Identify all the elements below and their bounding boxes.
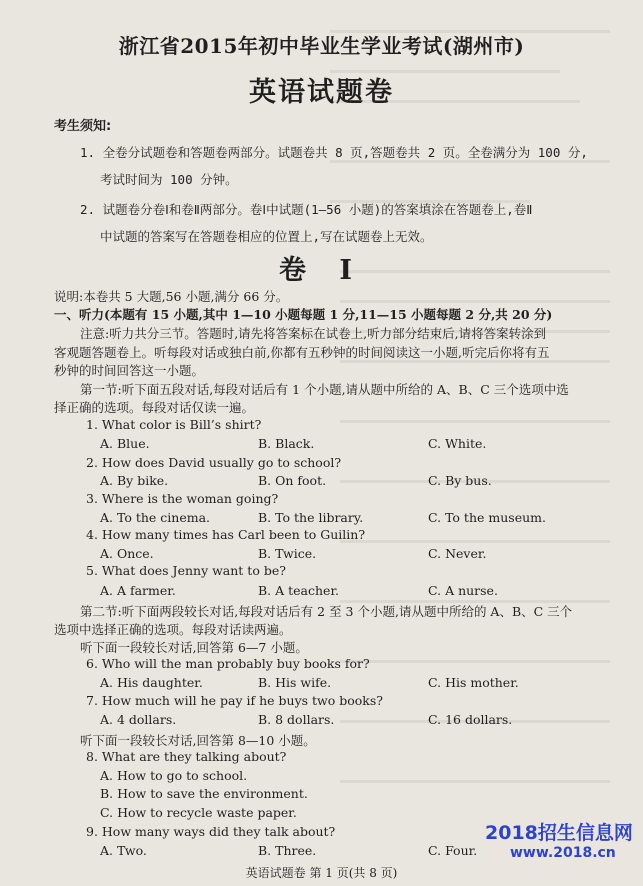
q9-option-a: A. Two. <box>100 843 147 858</box>
q5-option-a: A. A farmer. <box>100 583 176 598</box>
notice-heading: 考生须知: <box>54 119 112 134</box>
q2-option-c: C. By bus. <box>428 473 492 488</box>
question-9: 9. How many ways did they talk about? <box>86 824 336 839</box>
section-listening-heading: 一、听力(本题有 15 小题,其中 1—10 小题每题 1 分,11—15 小题每题 2 分,共 20 分) <box>54 307 553 322</box>
part2-instruction-line2: 选项中选择正确的选项。每段对话读两遍。 <box>54 622 292 637</box>
q1-option-c: C. White. <box>428 436 487 451</box>
paper-subtitle: 英语试题卷 <box>249 77 394 108</box>
q1-option-b: B. Black. <box>258 436 315 451</box>
question-5: 5. What does Jenny want to be? <box>86 563 286 578</box>
question-4: 4. How many times has Carl been to Guilin? <box>86 527 366 542</box>
q6-option-b: B. His wife. <box>258 675 332 690</box>
question-8: 8. What are they talking about? <box>86 749 287 764</box>
note-line2: 客观题答题卷上。听每段对话或独白前,你都有五秒钟的时间阅读这一小题,听完后你将有五 <box>54 345 550 360</box>
question-6: 6. Who will the man probably buy books for? <box>86 656 370 671</box>
watermark-url: www.2018.cn <box>510 845 616 861</box>
q9-option-c: C. Four. <box>428 843 478 858</box>
volume-title: 卷 I <box>278 255 365 286</box>
q7-option-a: A. 4 dollars. <box>100 712 177 727</box>
q3-option-a: A. To the cinema. <box>100 510 211 525</box>
q1-option-a: A. Blue. <box>100 436 150 451</box>
q4-option-b: B. Twice. <box>258 546 317 561</box>
watermark-site-name: 2018招生信息网 <box>485 822 633 844</box>
dialog2-instruction: 听下面一段较长对话,回答第 8—10 小题。 <box>80 733 316 748</box>
notice-item2-line1: 2. 试题卷分卷Ⅰ和卷Ⅱ两部分。卷Ⅰ中试题(1—56 小题)的答案填涂在答题卷上,卷Ⅱ <box>80 202 533 217</box>
part2-instruction-line1: 第二节:听下面两段较长对话,每段对话后有 2 至 3 个小题,请从题中所给的 A、B、C 三个 <box>80 604 573 619</box>
question-1: 1. What color is Bill’s shirt? <box>86 417 262 432</box>
question-7: 7. How much will he pay if he buys two books? <box>86 693 383 708</box>
q7-option-b: B. 8 dollars. <box>258 712 335 727</box>
q6-option-c: C. His mother. <box>428 675 519 690</box>
volume-explanation: 说明:本卷共 5 大题,56 小题,满分 66 分。 <box>54 289 289 304</box>
exam-title: 浙江省2015年初中毕业生学业考试(湖州市) <box>118 34 525 58</box>
notice-item2-line2: 中试题的答案写在答题卷相应的位置上,写在试题卷上无效。 <box>100 229 433 244</box>
q5-option-c: C. A nurse. <box>428 583 498 598</box>
q4-option-a: A. Once. <box>100 546 154 561</box>
question-2: 2. How does David usually go to school? <box>86 455 342 470</box>
q3-option-b: B. To the library. <box>258 510 364 525</box>
q5-option-b: B. A teacher. <box>258 583 340 598</box>
notice-item1-line1: 1. 全卷分试题卷和答题卷两部分。试题卷共 8 页,答题卷共 2 页。全卷满分为 100 分, <box>80 145 588 160</box>
question-3: 3. Where is the woman going? <box>86 491 279 506</box>
q2-option-a: A. By bike. <box>100 473 169 488</box>
part1-instruction-line2: 择正确的选项。每段对话仅读一遍。 <box>54 400 255 415</box>
dialog1-instruction: 听下面一段较长对话,回答第 6—7 小题。 <box>80 640 308 655</box>
q8-option-b: B. How to save the environment. <box>100 786 308 801</box>
q4-option-c: C. Never. <box>428 546 487 561</box>
page-footer: 英语试题卷 第 1 页(共 8 页) <box>245 866 398 880</box>
notice-item1-line2: 考试时间为 100 分钟。 <box>100 172 238 187</box>
q7-option-c: C. 16 dollars. <box>428 712 513 727</box>
q9-option-b: B. Three. <box>258 843 317 858</box>
q2-option-b: B. On foot. <box>258 473 327 488</box>
note-line3: 秒钟的时间回答这一小题。 <box>54 363 205 378</box>
q6-option-a: A. His daughter. <box>100 675 203 690</box>
note-line1: 注意:听力共分三节。答题时,请先将答案标在试卷上,听力部分结束后,请将答案转涂到 <box>80 326 547 341</box>
part1-instruction-line1: 第一节:听下面五段对话,每段对话后有 1 个小题,请从题中所给的 A、B、C 三个选项中选 <box>80 382 569 397</box>
q8-option-a: A. How to go to school. <box>100 768 248 783</box>
q8-option-c: C. How to recycle waste paper. <box>100 805 297 820</box>
q3-option-c: C. To the museum. <box>428 510 546 525</box>
